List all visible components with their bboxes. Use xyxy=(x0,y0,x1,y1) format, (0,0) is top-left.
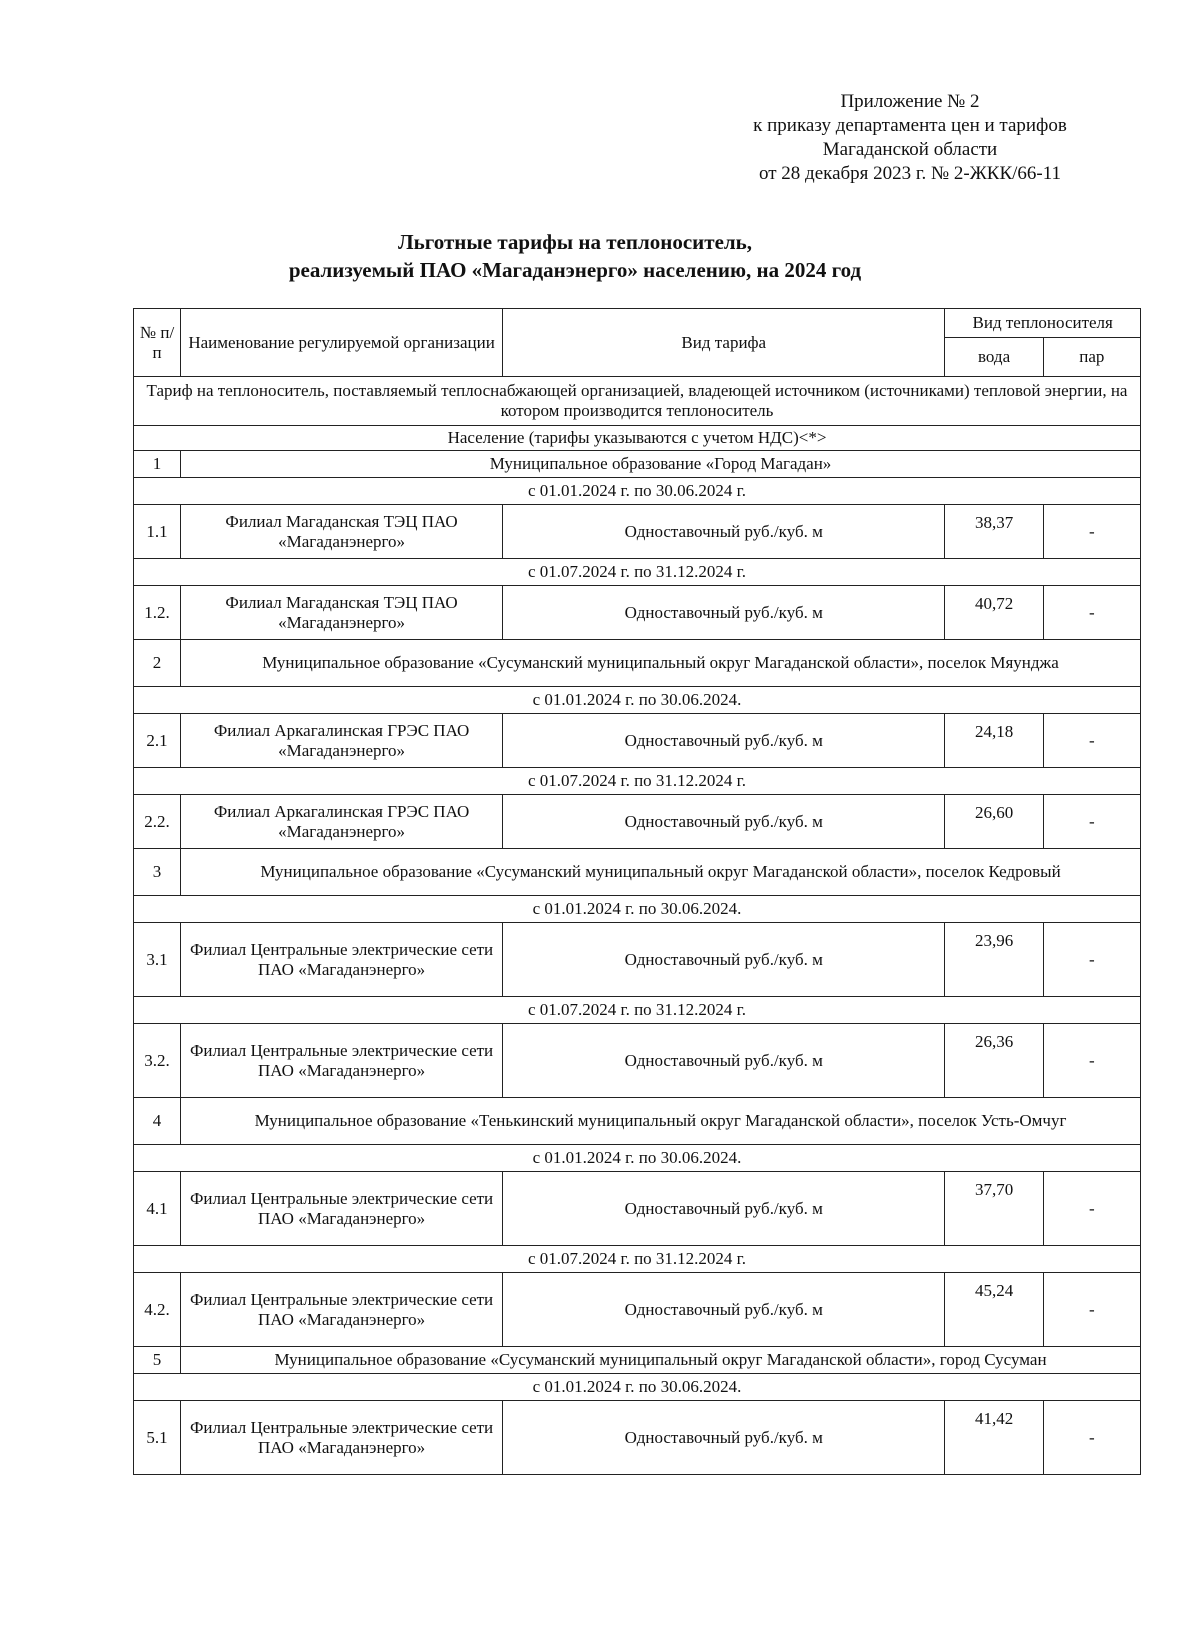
steam-value: - xyxy=(1043,1024,1140,1098)
appendix-line: Магаданской области xyxy=(822,139,998,160)
appendix-header xyxy=(690,90,1130,186)
steam-value: - xyxy=(1043,505,1140,559)
period-row xyxy=(134,1374,1141,1401)
header-num: № п/п xyxy=(134,309,181,377)
org-name: Филиал Центральные электрические сети ПАО «Магаданэнерго» xyxy=(181,1401,503,1475)
org-name: Филиал Центральные электрические сети ПАО «Магаданэнерго» xyxy=(181,923,503,997)
tariff-type: Одноставочный руб./куб. м xyxy=(503,1172,945,1246)
header-carrier: Вид теплоносителя xyxy=(945,309,1141,338)
row-num: 5.1 xyxy=(134,1401,181,1475)
org-name: Филиал Магаданская ТЭЦ ПАО «Магаданэнерго» xyxy=(181,586,503,640)
water-value: 38,37 xyxy=(945,505,1043,559)
municipality-row xyxy=(134,1347,1141,1374)
row-num: 2.2. xyxy=(134,795,181,849)
water-value: 41,42 xyxy=(945,1401,1043,1475)
table-row xyxy=(134,1401,1141,1475)
period-row xyxy=(134,997,1141,1024)
header-org: Наименование регулируемой организации xyxy=(181,309,503,377)
section-row xyxy=(134,377,1141,426)
org-name: Филиал Аркагалинская ГРЭС ПАО «Магаданэнерго» xyxy=(181,795,503,849)
row-num: 4 xyxy=(134,1098,181,1145)
title-line: Льготные тарифы на теплоноситель, xyxy=(397,230,753,254)
period-label: с 01.07.2024 г. по 31.12.2024 г. xyxy=(134,559,1141,586)
header-water: вода xyxy=(945,338,1043,377)
period-row xyxy=(134,1145,1141,1172)
period-label: с 01.07.2024 г. по 31.12.2024 г. xyxy=(134,1246,1141,1273)
table-row xyxy=(134,1273,1141,1347)
section-title: Тариф на теплоноситель, поставляемый теплоснабжающей организацией, владеющей источником (источниками) тепловой энергии, на котором производится теплоноситель xyxy=(134,377,1141,426)
row-num: 3 xyxy=(134,849,181,896)
tariff-type: Одноставочный руб./куб. м xyxy=(503,714,945,768)
period-label: с 01.01.2024 г. по 30.06.2024. xyxy=(134,1145,1141,1172)
table-row xyxy=(134,795,1141,849)
row-num: 2 xyxy=(134,640,181,687)
municipality-name: Муниципальное образование «Сусуманский муниципальный округ Магаданской области», поселок Кедровый xyxy=(181,849,1141,896)
title-line: реализуемый ПАО «Магаданэнерго» населению, на 2024 год xyxy=(288,258,862,282)
table-row xyxy=(134,1024,1141,1098)
row-num: 1.2. xyxy=(134,586,181,640)
water-value: 26,36 xyxy=(945,1024,1043,1098)
org-name: Филиал Центральные электрические сети ПАО «Магаданэнерго» xyxy=(181,1273,503,1347)
tariff-type: Одноставочный руб./куб. м xyxy=(503,586,945,640)
steam-value: - xyxy=(1043,714,1140,768)
water-value: 26,60 xyxy=(945,795,1043,849)
municipality-row xyxy=(134,849,1141,896)
table-row xyxy=(134,1172,1141,1246)
table-row xyxy=(134,505,1141,559)
row-num: 1.1 xyxy=(134,505,181,559)
org-name: Филиал Центральные электрические сети ПАО «Магаданэнерго» xyxy=(181,1024,503,1098)
tariff-type: Одноставочный руб./куб. м xyxy=(503,1024,945,1098)
period-row xyxy=(134,768,1141,795)
water-value: 37,70 xyxy=(945,1172,1043,1246)
tariff-type: Одноставочный руб./куб. м xyxy=(503,505,945,559)
row-num: 5 xyxy=(134,1347,181,1374)
period-label: с 01.01.2024 г. по 30.06.2024. xyxy=(134,1374,1141,1401)
org-name: Филиал Центральные электрические сети ПАО «Магаданэнерго» xyxy=(181,1172,503,1246)
water-value: 23,96 xyxy=(945,923,1043,997)
header-steam: пар xyxy=(1043,338,1140,377)
row-num: 1 xyxy=(134,451,181,478)
tariff-table xyxy=(133,308,1141,1475)
period-label: с 01.01.2024 г. по 30.06.2024. xyxy=(134,687,1141,714)
steam-value: - xyxy=(1043,1172,1140,1246)
appendix-line: от 28 декабря 2023 г. № 2-ЖКК/66-11 xyxy=(758,163,1062,184)
row-num: 4.2. xyxy=(134,1273,181,1347)
steam-value: - xyxy=(1043,1273,1140,1347)
appendix-line: к приказу департамента цен и тарифов xyxy=(753,115,1067,136)
municipality-name: Муниципальное образование «Сусуманский муниципальный округ Магаданской области», поселок Мяунджа xyxy=(181,640,1141,687)
table-row xyxy=(134,714,1141,768)
municipality-name: Муниципальное образование «Тенькинский муниципальный округ Магаданской области», поселок Усть-Омчуг xyxy=(181,1098,1141,1145)
steam-value: - xyxy=(1043,1401,1140,1475)
table-row xyxy=(134,586,1141,640)
period-row xyxy=(134,1246,1141,1273)
period-row xyxy=(134,896,1141,923)
steam-value: - xyxy=(1043,586,1140,640)
water-value: 40,72 xyxy=(945,586,1043,640)
tariff-type: Одноставочный руб./куб. м xyxy=(503,795,945,849)
header-row xyxy=(134,309,1141,338)
row-num: 2.1 xyxy=(134,714,181,768)
steam-value: - xyxy=(1043,923,1140,997)
header-tariff-type: Вид тарифа xyxy=(503,309,945,377)
appendix-line: Приложение № 2 xyxy=(840,91,980,112)
period-row xyxy=(134,687,1141,714)
municipality-row xyxy=(134,1098,1141,1145)
period-label: с 01.01.2024 г. по 30.06.2024 г. xyxy=(134,478,1141,505)
period-label: с 01.01.2024 г. по 30.06.2024. xyxy=(134,896,1141,923)
row-num: 3.1 xyxy=(134,923,181,997)
document-title xyxy=(150,228,1000,284)
steam-value: - xyxy=(1043,795,1140,849)
row-num: 3.2. xyxy=(134,1024,181,1098)
period-label: с 01.07.2024 г. по 31.12.2024 г. xyxy=(134,768,1141,795)
period-row xyxy=(134,478,1141,505)
period-label: с 01.07.2024 г. по 31.12.2024 г. xyxy=(134,997,1141,1024)
water-value: 45,24 xyxy=(945,1273,1043,1347)
water-value: 24,18 xyxy=(945,714,1043,768)
tariff-type: Одноставочный руб./куб. м xyxy=(503,1401,945,1475)
municipality-name: Муниципальное образование «Сусуманский муниципальный округ Магаданской области», город Сусуман xyxy=(181,1347,1141,1374)
municipality-row xyxy=(134,640,1141,687)
municipality-name: Муниципальное образование «Город Магадан» xyxy=(181,451,1141,478)
org-name: Филиал Аркагалинская ГРЭС ПАО «Магаданэнерго» xyxy=(181,714,503,768)
tariff-type: Одноставочный руб./куб. м xyxy=(503,1273,945,1347)
population-row xyxy=(134,426,1141,451)
period-row xyxy=(134,559,1141,586)
municipality-row xyxy=(134,451,1141,478)
row-num: 4.1 xyxy=(134,1172,181,1246)
population-note: Население (тарифы указываются с учетом НДС)<*> xyxy=(134,426,1141,451)
tariff-type: Одноставочный руб./куб. м xyxy=(503,923,945,997)
table-row xyxy=(134,923,1141,997)
org-name: Филиал Магаданская ТЭЦ ПАО «Магаданэнерго» xyxy=(181,505,503,559)
